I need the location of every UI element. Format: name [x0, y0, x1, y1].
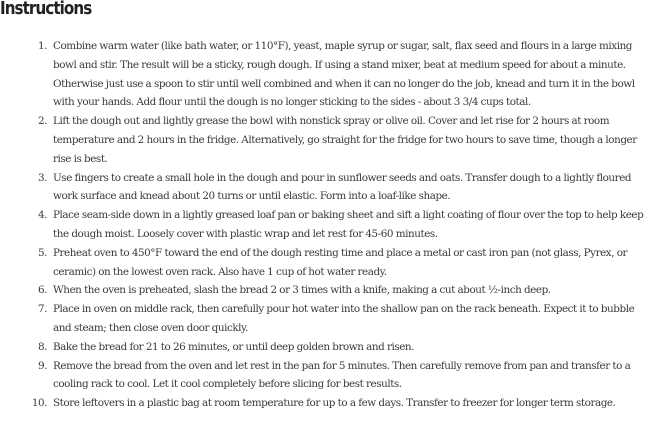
list-item — [37, 206, 647, 244]
list-item — [37, 357, 647, 395]
step-number: 5. — [37, 246, 47, 259]
step-number: 8. — [37, 340, 47, 353]
step-number: 1. — [37, 40, 47, 52]
step-text: Store leftovers in a plastic bag at room temperature for up to a few days. Transfer to freezer for longer term storage. — [53, 397, 616, 410]
step-text: Combine warm water (like bath water, or 110°F), yeast, maple syrup or sugar, salt, flax seed and flours in a large mixing bowl and stir. The result will be a sticky, rough dough. If using a stand mixer, beat at medium speed for about a minute. Otherwise just use a spoon to stir until well combined and when it can no longer do the job, knead and turn it in the bowl with your hands. Add flour until the dough is no longer sticking to the sides - about 3 3/4 cups total. — [53, 40, 635, 109]
step-text: Preheat oven to 450°F toward the end of the dough resting time and place a metal or cast iron pan (not glass, Pyrex, or ceramic) on the lowest oven rack. Also have 1 cup of hot water ready. — [53, 246, 628, 278]
step-number: 7. — [37, 303, 47, 316]
step-text: Place seam-side down in a lightly greased loaf pan or baking sheet and sift a light coating of flour over the top to help keep the dough moist. Loosely cover with plastic wrap and let rest for 45-60 minutes. — [53, 209, 644, 240]
list-item — [37, 338, 647, 357]
step-number: 3. — [37, 171, 47, 184]
section-heading: Instructions — [0, 0, 92, 19]
list-item — [37, 169, 647, 207]
step-number: 9. — [37, 359, 47, 372]
list-item — [37, 112, 647, 168]
instructions-list — [31, 37, 647, 413]
step-number: 4. — [37, 209, 47, 222]
list-item — [31, 394, 647, 413]
step-text: When the oven is preheated, slash the bread 2 or 3 times with a knife, making a cut about ½-inch deep. — [53, 284, 551, 297]
list-item — [37, 37, 647, 112]
step-text: Bake the bread for 21 to 26 minutes, or until deep golden brown and risen. — [53, 340, 415, 353]
list-item — [37, 300, 647, 338]
step-text: Remove the bread from the oven and let rest in the pan for 5 minutes. Then carefully remove from pan and transfer to a cooling rack to cool. Let it cool completely before slicing for best results. — [53, 359, 631, 391]
step-text: Lift the dough out and lightly grease the bowl with nonstick spray or olive oil. Cover and let rise for 2 hours at room temperature and 2 hours in the fridge. Alternatively, go straight for the fridge for two hours to save time, though a longer rise is best. — [53, 115, 637, 165]
step-text: Use fingers to create a small hole in the dough and pour in sunflower seeds and oats. Transfer dough to a lightly floured work surface and knead about 20 turns or until elastic. Form into a loaf-like shape. — [53, 171, 632, 203]
step-number: 2. — [37, 115, 47, 128]
step-text: Place in oven on middle rack, then carefully pour hot water into the shallow pan on the rack beneath. Expect it to bubble and steam; then close oven door quickly. — [53, 303, 635, 334]
list-item — [37, 281, 647, 300]
list-item — [37, 244, 647, 282]
step-number: 6. — [37, 284, 47, 297]
step-number: 10. — [31, 397, 47, 410]
